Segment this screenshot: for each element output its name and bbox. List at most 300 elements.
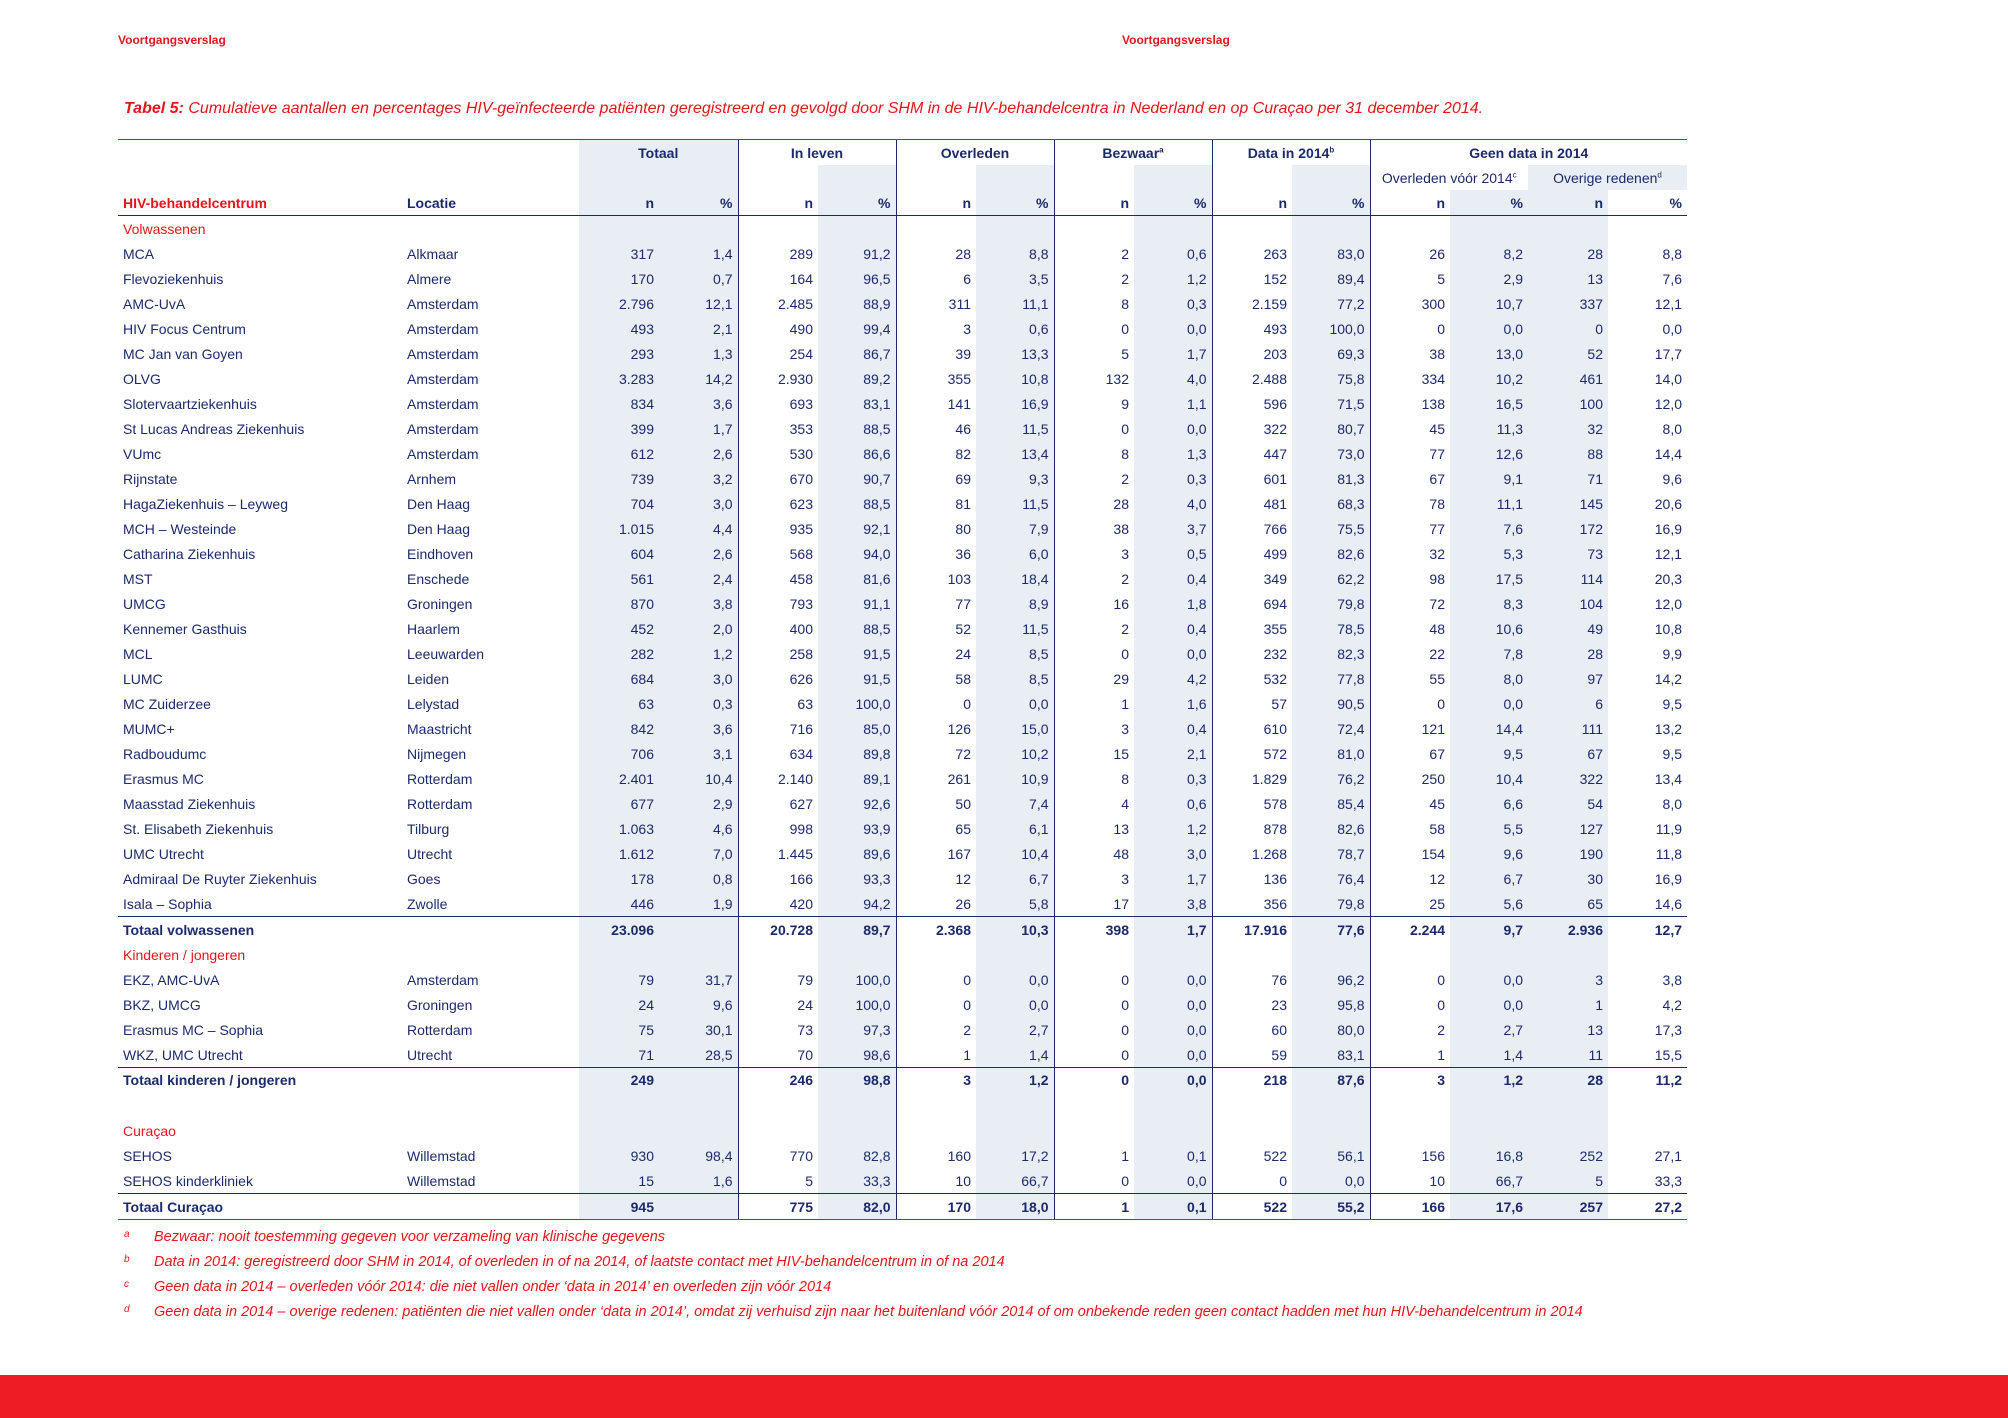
- percent-cell: [818, 942, 896, 967]
- percent-cell: 1,2: [1450, 1068, 1528, 1094]
- percent-cell: 3,2: [659, 466, 738, 491]
- count-cell: 0: [896, 967, 976, 992]
- percent-cell: 13,4: [976, 441, 1054, 466]
- count-cell: 349: [1212, 566, 1292, 591]
- percent-cell: [1450, 942, 1528, 967]
- percent-cell: 1,2: [1134, 816, 1212, 841]
- locatie-cell: Amsterdam: [407, 295, 479, 312]
- table-row: [118, 766, 1687, 791]
- count-cell: 2.159: [1212, 291, 1292, 316]
- total-label: Totaal volwassenen: [118, 917, 402, 943]
- percent-cell: 0,8: [659, 866, 738, 891]
- count-cell: 25: [1370, 891, 1450, 917]
- footnote-mark: c: [124, 1279, 129, 1290]
- percent-cell: 14,0: [1654, 370, 1682, 387]
- centrum-name: MCL: [123, 645, 153, 662]
- count-cell: 114: [1528, 566, 1608, 591]
- table-row: [118, 741, 1687, 766]
- count-cell: 499: [1212, 541, 1292, 566]
- col-header-pct: %: [659, 190, 738, 216]
- count-cell: 2.485: [738, 291, 818, 316]
- count-cell: 141: [896, 391, 976, 416]
- percent-cell: 0,0: [1450, 967, 1528, 992]
- total-row: [118, 917, 1687, 943]
- count-cell: 0: [896, 691, 976, 716]
- percent-cell: 85,4: [1292, 791, 1370, 816]
- percent-cell: 98,8: [818, 1068, 896, 1094]
- percent-cell: 30,1: [659, 1017, 738, 1042]
- subgroup-overleden-voor: [1370, 165, 1528, 190]
- percent-cell: 79,8: [1292, 891, 1370, 917]
- count-cell: 52: [896, 616, 976, 641]
- percent-cell: 10,4: [976, 841, 1054, 866]
- percent-cell: 1,9: [659, 891, 738, 917]
- percent-cell: 1,2: [659, 641, 738, 666]
- count-cell: 2: [896, 1017, 976, 1042]
- centrum-name: UMC Utrecht: [123, 845, 204, 862]
- locatie-cell: Willemstad: [407, 1172, 476, 1189]
- count-cell: 601: [1212, 466, 1292, 491]
- count-cell: 623: [738, 491, 818, 516]
- percent-cell: 10,4: [1450, 766, 1528, 791]
- count-cell: 50: [896, 791, 976, 816]
- table-row: [118, 241, 1687, 266]
- count-cell: 770: [738, 1143, 818, 1168]
- percent-cell: 33,3: [1654, 1172, 1682, 1189]
- footnote-mark: a: [124, 1229, 130, 1240]
- locatie-cell: Maastricht: [407, 720, 472, 737]
- percent-cell: 5,6: [1450, 891, 1528, 917]
- locatie-cell: Amsterdam: [407, 971, 479, 988]
- count-cell: 317: [579, 241, 659, 266]
- percent-cell: 0,0: [976, 992, 1054, 1017]
- count-cell: 704: [579, 491, 659, 516]
- count-cell: 121: [1370, 716, 1450, 741]
- locatie-cell: Utrecht: [407, 845, 453, 862]
- percent-cell: 2,6: [659, 441, 738, 466]
- count-cell: 190: [1528, 841, 1608, 866]
- percent-cell: 2,7: [976, 1017, 1054, 1042]
- count-cell: [896, 942, 976, 967]
- percent-cell: 9,5: [1662, 695, 1682, 712]
- count-cell: 166: [1370, 1194, 1450, 1220]
- count-cell: 67: [1370, 741, 1450, 766]
- count-cell: 3: [1054, 866, 1134, 891]
- count-cell: 104: [1528, 591, 1608, 616]
- section-label: Volwassenen: [123, 220, 206, 237]
- count-cell: [1370, 942, 1450, 967]
- percent-cell: 9,5: [1662, 745, 1682, 762]
- percent-cell: 96,5: [818, 266, 896, 291]
- locatie-cell: Amsterdam: [407, 420, 479, 437]
- percent-cell: 3,6: [659, 391, 738, 416]
- percent-cell: 16,9: [976, 391, 1054, 416]
- count-cell: 356: [1212, 891, 1292, 917]
- centrum-name: MCH – Westeinde: [123, 520, 237, 537]
- running-header-right: Voortgangsverslag: [1122, 33, 1230, 47]
- count-cell: 28: [1528, 1068, 1608, 1094]
- count-cell: 775: [738, 1194, 818, 1220]
- table-row: [118, 341, 1687, 366]
- table-caption: [124, 100, 1483, 118]
- locatie-cell: [402, 1118, 579, 1143]
- percent-cell: 17,6: [1450, 1194, 1528, 1220]
- percent-cell: 93,9: [818, 816, 896, 841]
- count-cell: 252: [1528, 1143, 1608, 1168]
- count-cell: [1370, 1118, 1450, 1143]
- percent-cell: 100,0: [818, 992, 896, 1017]
- total-label: Totaal kinderen / jongeren: [118, 1068, 402, 1094]
- count-cell: 24: [738, 992, 818, 1017]
- percent-cell: 20,3: [1654, 570, 1682, 587]
- footnote-mark-c: c: [1512, 169, 1517, 179]
- count-cell: 2: [1054, 266, 1134, 291]
- percent-cell: [659, 1194, 738, 1220]
- percent-cell: 85,0: [818, 716, 896, 741]
- count-cell: 13: [1528, 266, 1608, 291]
- locatie-cell: [402, 1068, 579, 1094]
- count-cell: 5: [738, 1168, 818, 1194]
- percent-cell: 86,6: [818, 441, 896, 466]
- percent-cell: 16,9: [1654, 520, 1682, 537]
- table-row: [118, 466, 1687, 491]
- count-cell: [1528, 216, 1608, 242]
- percent-cell: 96,2: [1292, 967, 1370, 992]
- locatie-cell: Eindhoven: [407, 545, 474, 562]
- percent-cell: 100,0: [1292, 316, 1370, 341]
- col-group-in-leven: In leven: [738, 140, 896, 166]
- locatie-cell: Leeuwarden: [407, 645, 485, 662]
- percent-cell: 5,3: [1450, 541, 1528, 566]
- count-cell: 684: [579, 666, 659, 691]
- percent-cell: 27,2: [1608, 1194, 1687, 1220]
- percent-cell: 76,2: [1292, 766, 1370, 791]
- percent-cell: 20,6: [1654, 495, 1682, 512]
- percent-cell: 10,6: [1450, 616, 1528, 641]
- count-cell: 36: [896, 541, 976, 566]
- count-cell: [579, 1118, 659, 1143]
- centrum-name: LUMC: [123, 670, 163, 687]
- table-row: [118, 391, 1687, 416]
- count-cell: 254: [738, 341, 818, 366]
- count-cell: 322: [1212, 416, 1292, 441]
- centrum-name: BKZ, UMCG: [123, 996, 201, 1013]
- spacer-row: [118, 1093, 1687, 1118]
- percent-cell: 77,2: [1292, 291, 1370, 316]
- percent-cell: 8,8: [1662, 245, 1682, 262]
- percent-cell: 13,3: [976, 341, 1054, 366]
- table-row: [118, 1042, 1687, 1068]
- percent-cell: 1,7: [1134, 866, 1212, 891]
- count-cell: 289: [738, 241, 818, 266]
- count-cell: [1054, 942, 1134, 967]
- percent-cell: 3,0: [659, 491, 738, 516]
- count-cell: 446: [579, 891, 659, 917]
- count-cell: 452: [579, 616, 659, 641]
- centrum-name: St. Elisabeth Ziekenhuis: [123, 820, 274, 837]
- locatie-cell: Den Haag: [407, 520, 471, 537]
- percent-cell: 98,6: [818, 1042, 896, 1068]
- count-cell: 0: [896, 992, 976, 1017]
- count-cell: 0: [1054, 1017, 1134, 1042]
- percent-cell: 11,5: [976, 616, 1054, 641]
- centrum-name: VUmc: [123, 445, 162, 462]
- percent-cell: 82,8: [818, 1143, 896, 1168]
- percent-cell: 62,2: [1292, 566, 1370, 591]
- count-cell: [579, 942, 659, 967]
- percent-cell: 16,9: [1654, 870, 1682, 887]
- count-cell: [896, 1118, 976, 1143]
- percent-cell: 0,0: [1450, 691, 1528, 716]
- percent-cell: 11,1: [1450, 491, 1528, 516]
- percent-cell: [659, 216, 738, 242]
- percent-cell: [659, 1093, 738, 1118]
- table-row: [118, 616, 1687, 641]
- percent-cell: 18,4: [976, 566, 1054, 591]
- count-cell: 28: [1528, 641, 1608, 666]
- count-cell: 0: [1054, 1168, 1134, 1194]
- count-cell: 793: [738, 591, 818, 616]
- percent-cell: 0,0: [1134, 1068, 1212, 1094]
- table-row: [118, 791, 1687, 816]
- header-row-groups: [118, 140, 1687, 166]
- count-cell: 263: [1212, 241, 1292, 266]
- table-row: [118, 1168, 1687, 1194]
- count-cell: 77: [896, 591, 976, 616]
- count-cell: 32: [1528, 416, 1608, 441]
- percent-cell: 0,0: [1134, 967, 1212, 992]
- count-cell: 311: [896, 291, 976, 316]
- percent-cell: [1134, 216, 1212, 242]
- centrum-name: Maasstad Ziekenhuis: [123, 795, 256, 812]
- col-header-n: n: [1212, 190, 1292, 216]
- count-cell: 2.401: [579, 766, 659, 791]
- percent-cell: 10,3: [976, 917, 1054, 943]
- percent-cell: 0,0: [1134, 1168, 1212, 1194]
- percent-cell: 82,0: [818, 1194, 896, 1220]
- percent-cell: 10,4: [659, 766, 738, 791]
- count-cell: 626: [738, 666, 818, 691]
- centrum-name: Kennemer Gasthuis: [123, 620, 247, 637]
- locatie-cell: [402, 1194, 579, 1220]
- percent-cell: 1,7: [1134, 917, 1212, 943]
- percent-cell: [818, 216, 896, 242]
- count-cell: 132: [1054, 366, 1134, 391]
- count-cell: 677: [579, 791, 659, 816]
- percent-cell: 66,7: [1450, 1168, 1528, 1194]
- locatie-cell: Amsterdam: [407, 370, 479, 387]
- percent-cell: 0,3: [1134, 466, 1212, 491]
- percent-cell: 2,6: [659, 541, 738, 566]
- count-cell: 145: [1528, 491, 1608, 516]
- percent-cell: 1,2: [1134, 266, 1212, 291]
- count-cell: 103: [896, 566, 976, 591]
- percent-cell: [1292, 216, 1370, 242]
- count-cell: 8: [1054, 766, 1134, 791]
- percent-cell: 7,4: [976, 791, 1054, 816]
- col-group-geen-data: Geen data in 2014: [1370, 140, 1687, 166]
- percent-cell: 7,0: [659, 841, 738, 866]
- count-cell: 2.796: [579, 291, 659, 316]
- centrum-name: EKZ, AMC-UvA: [123, 971, 220, 988]
- locatie-cell: Amsterdam: [407, 320, 479, 337]
- centrum-name: Admiraal De Ruyter Ziekenhuis: [123, 870, 317, 887]
- percent-cell: 69,3: [1292, 341, 1370, 366]
- col-header-n: n: [1528, 190, 1608, 216]
- count-cell: 6: [1528, 691, 1608, 716]
- percent-cell: 1,4: [976, 1042, 1054, 1068]
- count-cell: 52: [1528, 341, 1608, 366]
- count-cell: 293: [579, 341, 659, 366]
- percent-cell: 95,8: [1292, 992, 1370, 1017]
- percent-cell: 94,0: [818, 541, 896, 566]
- percent-cell: [659, 1118, 738, 1143]
- count-cell: 170: [896, 1194, 976, 1220]
- percent-cell: 13,0: [1450, 341, 1528, 366]
- percent-cell: 89,4: [1292, 266, 1370, 291]
- percent-cell: 88,5: [818, 491, 896, 516]
- locatie-cell: Rotterdam: [407, 795, 473, 812]
- footnote-text: Data in 2014: geregistreerd door SHM in 2014, of overleden in of na 2014, of laatste contact met HIV-behandelcentrum in of na 2014: [154, 1254, 1005, 1270]
- footer-band: [0, 1375, 2008, 1418]
- count-cell: 2: [1054, 616, 1134, 641]
- percent-cell: 82,6: [1292, 541, 1370, 566]
- percent-cell: [818, 1118, 896, 1143]
- caption-label: Tabel 5:: [124, 100, 184, 117]
- count-cell: 1.268: [1212, 841, 1292, 866]
- percent-cell: 0,6: [1134, 791, 1212, 816]
- total-row: [118, 1068, 1687, 1094]
- count-cell: 30: [1528, 866, 1608, 891]
- count-cell: 0: [1054, 1042, 1134, 1068]
- count-cell: 481: [1212, 491, 1292, 516]
- percent-cell: 76,4: [1292, 866, 1370, 891]
- table-row: [118, 441, 1687, 466]
- percent-cell: [1608, 1093, 1687, 1118]
- percent-cell: 0,6: [1134, 241, 1212, 266]
- count-cell: 71: [1528, 466, 1608, 491]
- count-cell: 218: [1212, 1068, 1292, 1094]
- count-cell: 75: [579, 1017, 659, 1042]
- percent-cell: 14,6: [1654, 895, 1682, 912]
- count-cell: [579, 216, 659, 242]
- table-row: [118, 516, 1687, 541]
- percent-cell: 4,2: [1134, 666, 1212, 691]
- percent-cell: 89,7: [818, 917, 896, 943]
- centrum-name: UMCG: [123, 595, 166, 612]
- count-cell: 28: [1528, 241, 1608, 266]
- centrum-name: SEHOS kinderkliniek: [123, 1172, 253, 1189]
- count-cell: 23: [1212, 992, 1292, 1017]
- table-row: [118, 266, 1687, 291]
- table-body: [118, 216, 1687, 1220]
- count-cell: 670: [738, 466, 818, 491]
- centrum-name: AMC-UvA: [123, 295, 186, 312]
- count-cell: 300: [1370, 291, 1450, 316]
- count-cell: 322: [1528, 766, 1608, 791]
- percent-cell: 6,0: [976, 541, 1054, 566]
- count-cell: 3: [896, 1068, 976, 1094]
- table-row: [118, 891, 1687, 917]
- percent-cell: 86,7: [818, 341, 896, 366]
- table-row: [118, 992, 1687, 1017]
- count-cell: 447: [1212, 441, 1292, 466]
- col-header-n: n: [896, 190, 976, 216]
- col-header-n: n: [1370, 190, 1450, 216]
- count-cell: 0: [1212, 1168, 1292, 1194]
- percent-cell: 0,3: [659, 691, 738, 716]
- table-row: [118, 291, 1687, 316]
- table-row: [118, 316, 1687, 341]
- count-cell: 5: [1370, 266, 1450, 291]
- percent-cell: 12,7: [1608, 917, 1687, 943]
- percent-cell: [976, 1118, 1054, 1143]
- percent-cell: 0,0: [1134, 1042, 1212, 1068]
- count-cell: 834: [579, 391, 659, 416]
- count-cell: 493: [579, 316, 659, 341]
- count-cell: [1212, 1093, 1292, 1118]
- percent-cell: 89,1: [818, 766, 896, 791]
- col-header-pct: %: [1608, 190, 1687, 216]
- centrum-name: Erasmus MC: [123, 770, 204, 787]
- percent-cell: 89,6: [818, 841, 896, 866]
- percent-cell: 8,9: [976, 591, 1054, 616]
- count-cell: 13: [1054, 816, 1134, 841]
- locatie-cell: Haarlem: [407, 620, 460, 637]
- percent-cell: 1,1: [1134, 391, 1212, 416]
- percent-cell: 78,7: [1292, 841, 1370, 866]
- count-cell: 0: [1370, 967, 1450, 992]
- table-row: [118, 541, 1687, 566]
- count-cell: 0: [1054, 416, 1134, 441]
- count-cell: 126: [896, 716, 976, 741]
- count-cell: 561: [579, 566, 659, 591]
- percent-cell: 82,3: [1292, 641, 1370, 666]
- percent-cell: 90,5: [1292, 691, 1370, 716]
- percent-cell: 2,4: [659, 566, 738, 591]
- count-cell: 97: [1528, 666, 1608, 691]
- count-cell: 522: [1212, 1143, 1292, 1168]
- count-cell: 5: [1528, 1168, 1608, 1194]
- count-cell: 79: [738, 967, 818, 992]
- percent-cell: [1608, 1118, 1687, 1143]
- count-cell: 172: [1528, 516, 1608, 541]
- count-cell: 69: [896, 466, 976, 491]
- count-cell: 24: [896, 641, 976, 666]
- centrum-name: Rijnstate: [123, 470, 178, 487]
- count-cell: 17.916: [1212, 917, 1292, 943]
- count-cell: 2.936: [1528, 917, 1608, 943]
- count-cell: [1528, 1118, 1608, 1143]
- percent-cell: 91,5: [818, 666, 896, 691]
- percent-cell: 72,4: [1292, 716, 1370, 741]
- table-row: [118, 691, 1687, 716]
- count-cell: 3: [1370, 1068, 1450, 1094]
- locatie-cell: Enschede: [407, 570, 470, 587]
- percent-cell: 89,2: [818, 366, 896, 391]
- percent-cell: 80,7: [1292, 416, 1370, 441]
- percent-cell: 11,5: [976, 416, 1054, 441]
- table-row: [118, 967, 1687, 992]
- section-row: [118, 1118, 1687, 1143]
- count-cell: [579, 1093, 659, 1118]
- count-cell: 246: [738, 1068, 818, 1094]
- count-cell: 3: [1054, 541, 1134, 566]
- percent-cell: 0,0: [1134, 1017, 1212, 1042]
- percent-cell: 88,9: [818, 291, 896, 316]
- section-label: Curaçao: [123, 1122, 176, 1139]
- col-group-bezwaar: [1054, 140, 1212, 166]
